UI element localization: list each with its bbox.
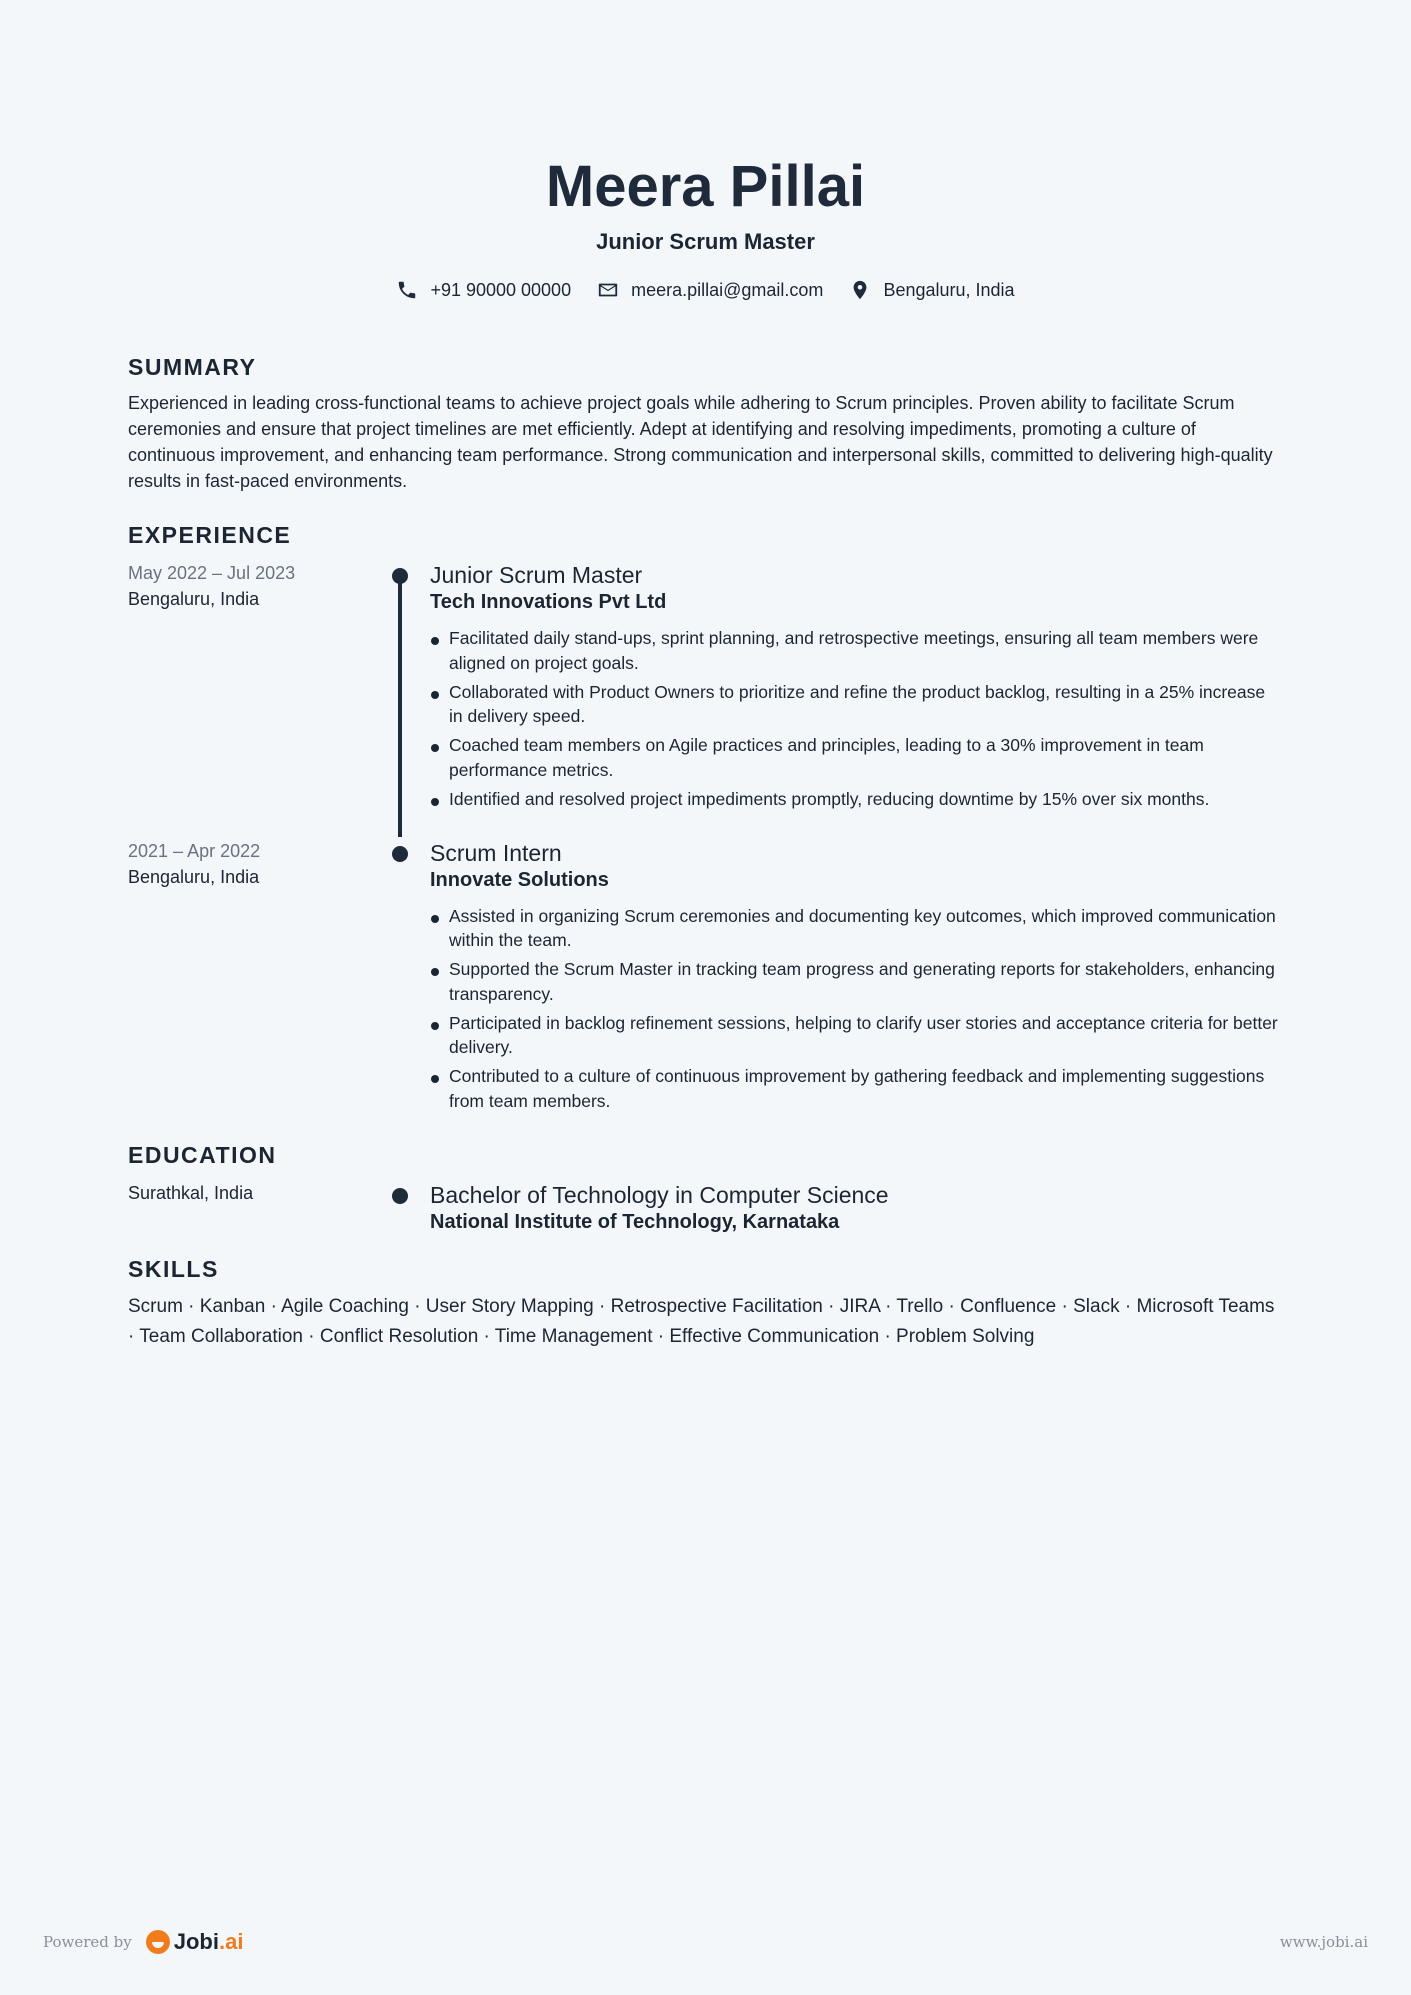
location-pin-icon — [849, 279, 871, 301]
responsibility-list — [430, 626, 1283, 811]
skills-section — [128, 1254, 1283, 1352]
company-name: Tech Innovations Pvt Ltd — [430, 591, 667, 613]
entry-date: 2021 – Apr 2022 — [128, 840, 261, 861]
list-item: Identified and resolved project impediments promptly, reducing downtime by 15% over six months. — [430, 787, 1283, 812]
powered-by — [43, 1929, 243, 1955]
powered-by-label: Powered by — [43, 1933, 132, 1951]
list-item: Contributed to a culture of continuous improvement by gathering feedback and implementing suggestions from team members. — [430, 1064, 1283, 1113]
contact-location — [849, 279, 1014, 301]
skills-heading: SKILLS — [128, 1255, 219, 1282]
resume-page — [128, 0, 1283, 1352]
list-item: Supported the Scrum Master in tracking team progress and generating reports for stakeholders, enhancing transparency. — [430, 957, 1283, 1006]
mail-icon — [597, 279, 619, 301]
timeline-rail — [392, 838, 430, 1118]
resume-header — [128, 0, 1283, 301]
entry-date: May 2022 – Jul 2023 — [128, 563, 296, 583]
education-heading: EDUCATION — [128, 1141, 277, 1168]
experience-entry — [128, 560, 1283, 816]
school-name: National Institute of Technology, Karnataka — [430, 1210, 840, 1233]
entry-body — [430, 838, 1283, 1118]
summary-section — [128, 352, 1283, 494]
skills-list: Scrum · Kanban · Agile Coaching · User Story Mapping · Retrospective Facilitation · JIRA · Trello · Confluence · Slack · Microsoft Teams · Team Collaboration · Conflict Resolution · Time Management · Effective Communication · Problem Solving — [128, 1295, 1275, 1347]
company-name: Innovate Solutions — [430, 868, 609, 891]
contact-row — [128, 279, 1283, 301]
contact-phone-text: +91 90000 00000 — [430, 279, 572, 300]
entry-meta — [128, 1180, 392, 1234]
timeline-dot — [392, 1188, 408, 1204]
education-timeline — [128, 1180, 1283, 1234]
phone-icon — [396, 279, 418, 301]
summary-heading: SUMMARY — [128, 354, 257, 380]
candidate-name: Meera Pillai — [545, 154, 866, 219]
responsibility-list — [430, 904, 1283, 1114]
list-item: Facilitated daily stand-ups, sprint planning, and retrospective meetings, ensuring all team members were aligned on project goals. — [430, 626, 1283, 675]
timeline-line — [398, 574, 402, 837]
contact-email[interactable] — [597, 279, 823, 301]
timeline-rail — [392, 1180, 430, 1234]
candidate-role: Junior Scrum Master — [596, 229, 815, 254]
timeline-rail — [392, 560, 430, 816]
list-item: Collaborated with Product Owners to prioritize and refine the product backlog, resulting in a 25% increase in delivery speed. — [430, 680, 1283, 729]
jobi-logo[interactable] — [146, 1929, 244, 1955]
logo-main: Jobi — [173, 1929, 219, 1954]
footer — [43, 1929, 1368, 1955]
contact-email-text: meera.pillai@gmail.com — [631, 279, 824, 300]
entry-body — [430, 1180, 1283, 1234]
logo-accent: .ai — [218, 1929, 244, 1954]
contact-phone[interactable] — [396, 279, 571, 301]
degree-title: Bachelor of Technology in Computer Science — [430, 1181, 889, 1208]
list-item: Coached team members on Agile practices and principles, leading to a 30% improvement in team performance metrics. — [430, 733, 1283, 782]
experience-entry — [128, 838, 1283, 1118]
entry-meta — [128, 560, 392, 816]
timeline-dot — [392, 846, 408, 862]
job-title: Scrum Intern — [430, 839, 562, 866]
summary-text: Experienced in leading cross-functional teams to achieve project goals while adhering to Scrum principles. Proven ability to facilitate Scrum ceremonies and ensure that project timelines are met efficiently. Adept at identifying and resolving impediments, promoting a culture of continuous improvement, and enhancing team performance. Strong communication and interpersonal skills, committed to delivering high-quality results in fast-paced environments. — [128, 393, 1273, 491]
list-item: Assisted in organizing Scrum ceremonies and documenting key outcomes, which improved communication within the team. — [430, 904, 1283, 953]
list-item: Participated in backlog refinement sessions, helping to clarify user stories and acceptance criteria for better delivery. — [430, 1011, 1283, 1060]
entry-location: Bengaluru, India — [128, 589, 260, 609]
website-link[interactable]: www.jobi.ai — [1279, 1933, 1368, 1951]
jobi-logo-icon — [146, 1930, 170, 1954]
entry-body — [430, 560, 1283, 816]
contact-location-text: Bengaluru, India — [883, 279, 1015, 300]
experience-section — [128, 520, 1283, 1118]
job-title: Junior Scrum Master — [430, 562, 643, 588]
experience-timeline — [128, 560, 1283, 1118]
entry-location: Surathkal, India — [128, 1182, 254, 1203]
experience-heading: EXPERIENCE — [128, 522, 292, 548]
education-section — [128, 1140, 1283, 1234]
education-entry — [128, 1180, 1283, 1234]
entry-meta — [128, 838, 392, 1118]
entry-location: Bengaluru, India — [128, 866, 260, 887]
